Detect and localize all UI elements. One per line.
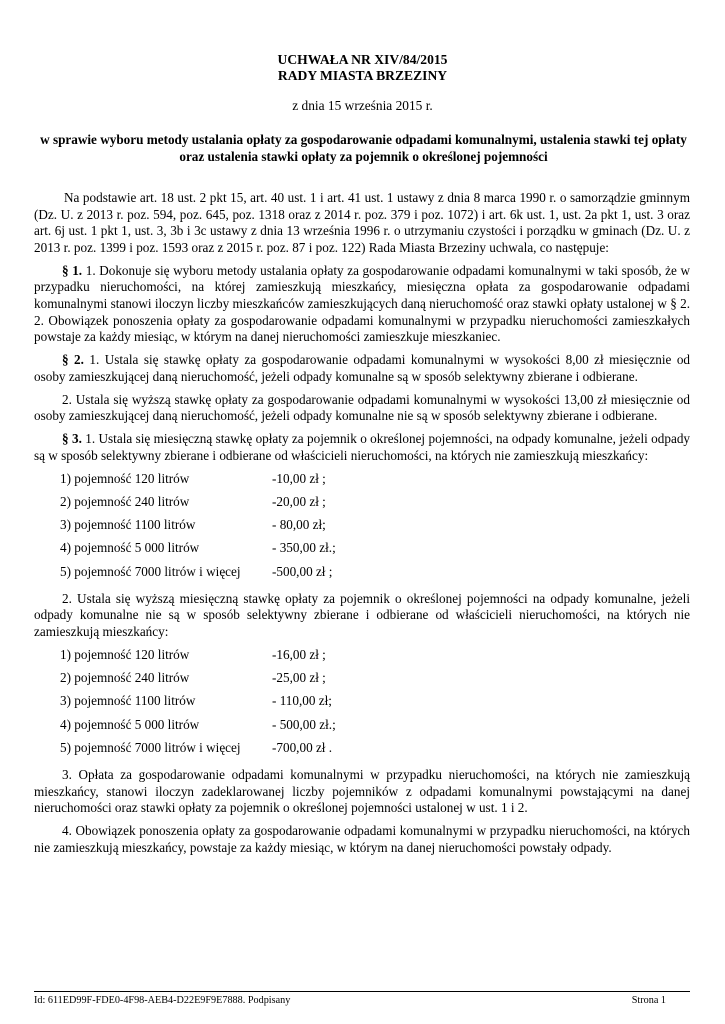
section-3-para-2: 2. Ustala się wyższą miesięczną stawkę opłaty za pojemnik o określonej pojemności na odpady komunalne, jeżeli odpady komunalne nie są w sposób selektywny zbierane i odbierane od właścicieli nieruchomości, na których nie zamieszkują mieszkańcy:: [34, 590, 690, 639]
list-item-value: - 110,00 zł;: [272, 693, 332, 709]
list-item: [34, 471, 690, 494]
footer-divider: [34, 991, 690, 992]
list-item-label: 3) pojemność 1100 litrów: [60, 517, 196, 533]
list-item: [34, 717, 690, 740]
list-item-value: - 500,00 zł.;: [272, 716, 336, 732]
rate-list-selective: [34, 471, 690, 587]
list-item-value: -500,00 zł ;: [272, 563, 333, 579]
section-3-mark: § 3.: [62, 431, 82, 447]
list-item-value: -16,00 zł ;: [272, 646, 326, 662]
list-item-label: 5) pojemność 7000 litrów i więcej: [60, 739, 241, 755]
list-item-label: 1) pojemność 120 litrów: [60, 646, 190, 662]
section-2-mark: § 2.: [62, 352, 84, 368]
list-item-label: 4) pojemność 5 000 litrów: [60, 540, 200, 556]
list-item-value: -700,00 zł .: [272, 739, 333, 755]
list-item-label: 2) pojemność 240 litrów: [60, 670, 190, 686]
list-item-value: - 350,00 zł.;: [272, 540, 336, 556]
list-item-label: 5) pojemność 7000 litrów i więcej: [60, 563, 241, 579]
section-3-text: 1. Ustala się miesięczną stawkę opłaty za pojemnik o określonej pojemności, na odpady komunalne, jeżeli odpady są w sposób selektywny zbierane i odbierane od właścicieli nieruchomości, na których nie zamieszkują mieszkańcy:: [34, 431, 691, 463]
page-number: Strona 1: [631, 995, 666, 1006]
document-subject: w sprawie wyboru metody ustalania opłaty za gospodarowanie odpadami komunalnymi, ustalenia stawki tej opłaty oraz ustalenia stawki opłaty za pojemnik o określonej pojemności: [40, 132, 687, 164]
list-item: [34, 517, 690, 540]
list-item-value: -20,00 zł ;: [272, 494, 326, 510]
rate-list-non-selective: [34, 647, 690, 763]
list-item-value: -10,00 zł ;: [272, 470, 326, 486]
section-1: [34, 263, 690, 346]
list-item: [34, 647, 690, 670]
list-item-value: -25,00 zł ;: [272, 670, 326, 686]
title-line-2: RADY MIASTA BRZEZINY: [277, 67, 448, 83]
document-body: [34, 190, 690, 863]
section-1-mark: § 1.: [62, 262, 83, 278]
list-item-label: 3) pojemność 1100 litrów: [60, 693, 196, 709]
section-2-para-1: [34, 352, 690, 385]
preamble: Na podstawie art. 18 ust. 2 pkt 15, art. 40 ust. 1 i art. 41 ust. 1 ustawy z dnia 8 marca 1990 r. o samorządzie gminnym (Dz. U. z 2013 r. poz. 594, poz. 645, poz. 1318 oraz z 2014 r. poz. 379 i poz. 1072) i art. 6k ust. 1, ust. 2a pkt 1, ust. 3 oraz art. 6j ust. 1 pkt 1, ust. 3, 3b i 3c ustawy z dnia 13 września 1996 r. o utrzymaniu czystości i porządku w gminach (Dz. U. z 2013 r. poz. 1399 i poz. 1593 oraz z 2015 r. poz. 87 i poz. 122) Rada Miasta Brzeziny uchwala, co następuje:: [34, 190, 690, 255]
section-3-para-4: 4. Obowiązek ponoszenia opłaty za gospodarowanie odpadami komunalnymi w przypadku nieruchomości, na których nie zamieszkują mieszkańcy, powstaje za każdy miesiąc, w którym na danej nieruchomości powstały odpady.: [34, 823, 690, 855]
list-item-label: 2) pojemność 240 litrów: [60, 494, 190, 510]
section-1-text: 1. Dokonuje się wyboru metody ustalania opłaty za gospodarowanie odpadami komunalnymi w taki sposób, że w przypadku nieruchomości, na której zamieszkują mieszkańcy, miesięczna opłata za gospodarowanie odpadami komunalnymi stanowi iloczyn liczby mieszkańców zamieszkujących daną nieruchomość oraz stawki opłaty ustalonej w § 2. 2. Obowiązek ponoszenia opłaty za gospodarowanie odpadami komunalnymi w przypadku nieruchomości zamieszkałych powstaje za każdy miesiąc, w którym na danej nieruchomości zamieszkuje mieszkaniec.: [34, 262, 691, 345]
list-item: [34, 494, 690, 517]
section-2-text: 1. Ustala się stawkę opłaty za gospodarowanie odpadami komunalnymi w wysokości 8,00 zł miesięcznie od osoby zamieszkującej daną nieruchomość, jeżeli odpady komunalne są w sposób selektywny zbierane i odbierane.: [34, 352, 691, 384]
list-item-label: 4) pojemność 5 000 litrów: [60, 716, 200, 732]
section-3-para-3: 3. Opłata za gospodarowanie odpadami komunalnymi w przypadku nieruchomości, na których nie zamieszkują mieszkańcy, stanowi iloczyn zadeklarowanej liczby pojemników z odpadami komunalnymi powstającymi na danej nieruchomości oraz stawki opłaty za pojemnik o określonej pojemności ustalonej w ust. 1 i 2.: [34, 766, 690, 816]
section-2-para-2: 2. Ustala się wyższą stawkę opłaty za gospodarowanie odpadami komunalnymi w wysokości 13,00 zł miesięcznie od osoby zamieszkującej daną nieruchomość, jeżeli odpady komunalne nie są w sposób selektywny zbierane i odbierane.: [34, 391, 690, 424]
list-item: [34, 540, 690, 563]
list-item-label: 1) pojemność 120 litrów: [60, 470, 190, 486]
list-item: [34, 693, 690, 716]
section-3-para-1: [34, 431, 690, 464]
list-item: [34, 740, 690, 763]
list-item-value: - 80,00 zł;: [272, 517, 326, 533]
document-date: z dnia 15 września 2015 r.: [292, 98, 433, 113]
list-item: [34, 670, 690, 693]
document-title: [0, 52, 725, 83]
list-item: [34, 564, 690, 587]
title-line-1: UCHWAŁA NR XIV/84/2015: [277, 52, 448, 67]
document-id: Id: 611ED99F-FDE0-4F98-AEB4-D22E9F9E7888. Podpisany: [34, 995, 291, 1006]
